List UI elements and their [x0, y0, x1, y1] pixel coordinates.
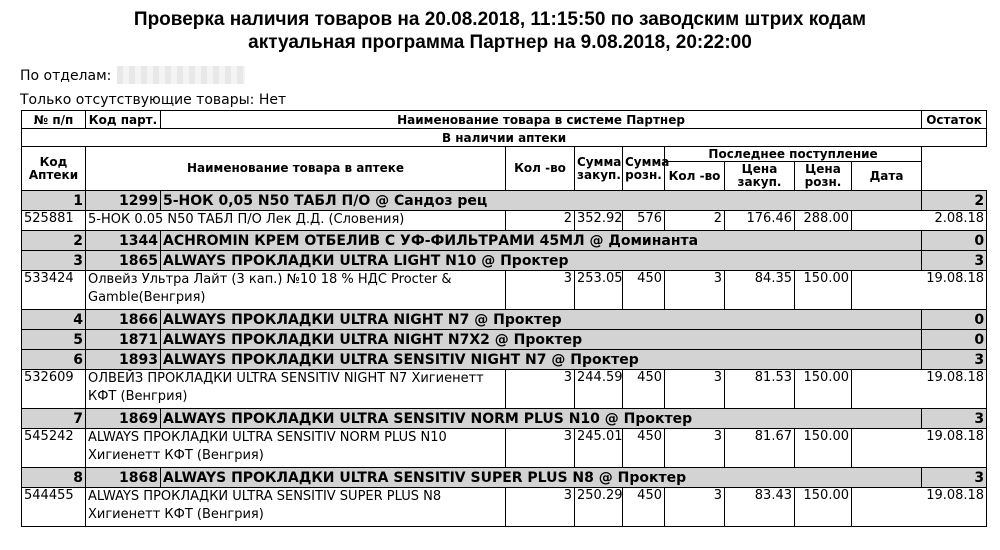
group-name: ACHROMIN КРЕМ ОТБЕЛИВ С УФ-ФИЛЬТРАМИ 45МЛ @ Доминанта — [161, 231, 922, 251]
item-ls-date: 19.08.18 — [852, 429, 987, 468]
group-code: 1866 — [86, 310, 161, 330]
item-row — [22, 429, 987, 468]
item-row — [22, 488, 987, 527]
item-ls-date: 19.08.18 — [852, 488, 987, 527]
header-pharmacy-code: Код Аптеки — [22, 147, 86, 191]
item-ls-date: 19.08.18 — [852, 271, 987, 310]
group-row — [22, 409, 987, 429]
group-num: 2 — [22, 231, 86, 251]
header-sum-retail: Сумма розн. — [623, 147, 665, 191]
group-name: ALWAYS ПРОКЛАДКИ ULTRA SENSITIV NORM PLUS N10 @ Проктер — [161, 409, 922, 429]
item-ls-price-retail: 288.00 — [795, 211, 852, 231]
group-num: 3 — [22, 251, 86, 271]
item-sum-retail: 450 — [623, 271, 665, 310]
item-ls-price-retail: 150.00 — [795, 488, 852, 527]
header-ls-price-buy: Цена закуп. — [725, 162, 795, 191]
header-rest: Остаток — [922, 111, 987, 129]
group-num: 7 — [22, 409, 86, 429]
item-sum-buy: 245.01 — [575, 429, 623, 468]
item-qty: 3 — [506, 429, 575, 468]
group-rest: 3 — [922, 350, 987, 370]
item-code: 544455 — [22, 488, 86, 527]
header-last-supply: Последнее поступление — [665, 147, 922, 162]
group-code: 1865 — [86, 251, 161, 271]
group-rest: 3 — [922, 468, 987, 488]
sub-header-row-1 — [22, 147, 987, 162]
item-sum-retail: 450 — [623, 370, 665, 409]
item-row — [22, 271, 987, 310]
item-qty: 3 — [506, 370, 575, 409]
item-sum-buy: 253.05 — [575, 271, 623, 310]
department-filter — [20, 66, 245, 84]
header-code: Код парт. — [86, 111, 161, 129]
header-ls-qty: Кол -во — [665, 162, 725, 191]
header-num: № п/п — [22, 111, 86, 129]
group-rest: 0 — [922, 330, 987, 350]
item-ls-date: 19.08.18 — [852, 370, 987, 409]
header-ls-price-retail: Цена розн. — [795, 162, 852, 191]
header-pharmacy-name: Наименование товара в аптеке — [86, 147, 506, 191]
item-sum-buy: 352.92 — [575, 211, 623, 231]
header-ls-date: Дата — [852, 162, 922, 191]
item-ls-price-buy: 81.67 — [725, 429, 795, 468]
group-row — [22, 310, 987, 330]
stock-check-table — [21, 110, 987, 527]
section-row — [22, 129, 987, 147]
item-ls-qty: 3 — [665, 370, 725, 409]
group-code: 1893 — [86, 350, 161, 370]
group-num: 6 — [22, 350, 86, 370]
group-num: 4 — [22, 310, 86, 330]
item-code: 525881 — [22, 211, 86, 231]
header-sum-buy: Сумма закуп. — [575, 147, 623, 191]
section-title: В наличии аптеки — [22, 129, 987, 147]
group-rest: 0 — [922, 310, 987, 330]
report-title-line-2: актуальная программа Партнер на 9.08.2018, 20:22:00 — [248, 32, 752, 53]
item-sum-retail: 450 — [623, 488, 665, 527]
item-ls-price-buy: 176.46 — [725, 211, 795, 231]
item-name: ALWAYS ПРОКЛАДКИ ULTRA SENSITIV NORM PLUS N10 Хигиенетт КФТ (Венгрия) — [86, 429, 506, 468]
redacted-department-value — [117, 66, 245, 84]
item-code: 533424 — [22, 271, 86, 310]
group-row — [22, 251, 987, 271]
department-filter-label: По отделам: — [20, 68, 112, 84]
group-name: ALWAYS ПРОКЛАДКИ ULTRA LIGHT N10 @ Проктер — [161, 251, 922, 271]
group-rest: 2 — [922, 191, 987, 211]
item-ls-price-buy: 84.35 — [725, 271, 795, 310]
group-rest: 0 — [922, 231, 987, 251]
group-name: ALWAYS ПРОКЛАДКИ ULTRA NIGHT N7 @ Проктер — [161, 310, 922, 330]
group-num: 1 — [22, 191, 86, 211]
item-sum-retail: 450 — [623, 429, 665, 468]
item-name: 5-НОК 0.05 N50 ТАБЛ П/О Лек Д.Д. (Словения) — [86, 211, 506, 231]
header-qty: Кол -во — [506, 147, 575, 191]
item-sum-retail: 576 — [623, 211, 665, 231]
item-ls-price-buy: 83.43 — [725, 488, 795, 527]
item-code: 545242 — [22, 429, 86, 468]
item-ls-qty: 3 — [665, 429, 725, 468]
group-code: 1344 — [86, 231, 161, 251]
item-sum-buy: 250.29 — [575, 488, 623, 527]
top-header-row — [22, 111, 987, 129]
group-name: 5-НОК 0,05 N50 ТАБЛ П/О @ Сандоз рец — [161, 191, 922, 211]
item-ls-price-retail: 150.00 — [795, 429, 852, 468]
missing-only-filter: Только отсутствующие товары: Нет — [20, 92, 287, 108]
group-num: 8 — [22, 468, 86, 488]
group-row — [22, 350, 987, 370]
group-code: 1869 — [86, 409, 161, 429]
item-ls-price-retail: 150.00 — [795, 370, 852, 409]
report-title-line-1: Проверка наличия товаров на 20.08.2018, 11:15:50 по заводским штрих кодам — [133, 9, 867, 30]
item-row — [22, 370, 987, 409]
item-sum-buy: 244.59 — [575, 370, 623, 409]
item-name: ОЛВЕЙЗ ПРОКЛАДКИ ULTRA SENSITIV NIGHT N7 Хигиенетт КФТ (Венгрия) — [86, 370, 506, 409]
item-qty: 3 — [506, 271, 575, 310]
item-ls-date: 2.08.18 — [852, 211, 987, 231]
group-name: ALWAYS ПРОКЛАДКИ ULTRA SENSITIV SUPER PLUS N8 @ Проктер — [161, 468, 922, 488]
item-qty: 3 — [506, 488, 575, 527]
item-row — [22, 211, 987, 231]
group-name: ALWAYS ПРОКЛАДКИ ULTRA NIGHT N7X2 @ Проктер — [161, 330, 922, 350]
item-ls-qty: 3 — [665, 488, 725, 527]
group-row — [22, 191, 987, 211]
item-name: Олвейз Ультра Лайт (3 кап.) №10 18 % НДС Procter & Gamble(Венгрия) — [86, 271, 506, 310]
group-row — [22, 231, 987, 251]
item-ls-qty: 2 — [665, 211, 725, 231]
group-num: 5 — [22, 330, 86, 350]
group-code: 1299 — [86, 191, 161, 211]
item-ls-qty: 3 — [665, 271, 725, 310]
group-code: 1871 — [86, 330, 161, 350]
item-ls-price-retail: 150.00 — [795, 271, 852, 310]
group-code: 1868 — [86, 468, 161, 488]
group-row — [22, 330, 987, 350]
group-row — [22, 468, 987, 488]
group-rest: 3 — [922, 409, 987, 429]
header-partner-name: Наименование товара в системе Партнер — [161, 111, 922, 129]
item-name: ALWAYS ПРОКЛАДКИ ULTRA SENSITIV SUPER PLUS N8 Хигиенетт КФТ (Венгрия) — [86, 488, 506, 527]
item-qty: 2 — [506, 211, 575, 231]
item-ls-price-buy: 81.53 — [725, 370, 795, 409]
item-code: 532609 — [22, 370, 86, 409]
group-name: ALWAYS ПРОКЛАДКИ ULTRA SENSITIV NIGHT N7 @ Проктер — [161, 350, 922, 370]
group-rest: 3 — [922, 251, 987, 271]
